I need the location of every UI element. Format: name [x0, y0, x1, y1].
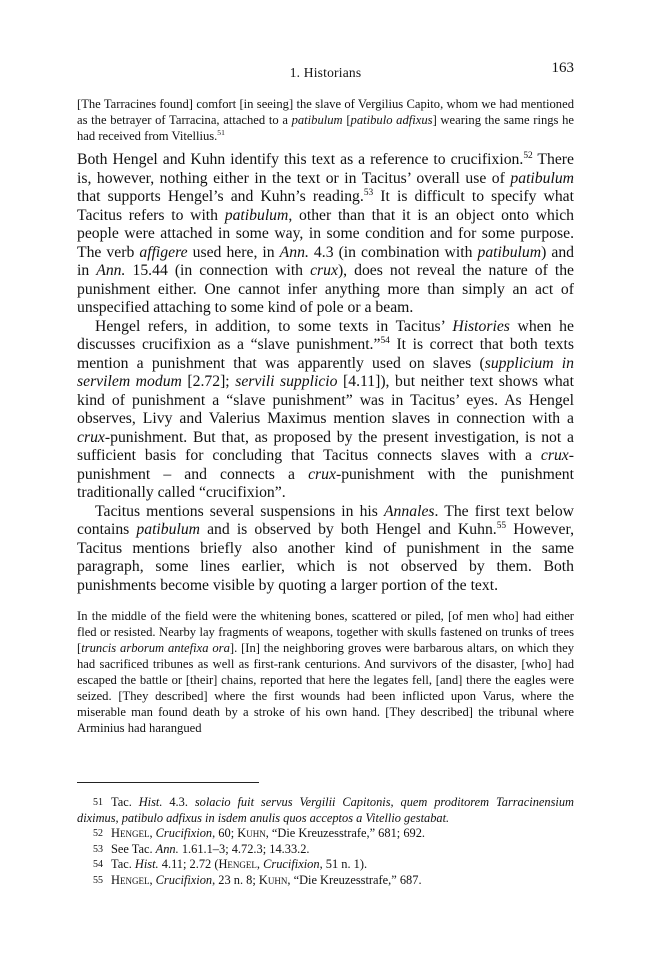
paragraph-2: Hengel refers, in addition, to some texts in Tacitus’ Histories when he discusses crucifixion as a “slave punishment.”$^{54}$ It is correct that both texts mention a punishment that was apparently used on slaves (supplicium in servilem modum [2.72]; servili supplicio [4.11]), but neither text shows what kind of punishment a “slave punishment” was in Tacitus’ eyes. As Hengel observes, Livy and Valerius Maximus mention slaves in connection with a crux-punishment. But that, as proposed by the present investigation, is not a sufficient basis for concluding that Tacitus connects slaves with a crux-punishment – and connects a crux-punishment with the punishment traditionally called “crucifixion”.	[77, 317, 574, 501]
block-quote-tacitus-hist-4-3: [The Tarracines found] comfort [in seeing] the slave of Vergilius Capito, whom we had mentioned as the betrayer of Tarracina, attached to a patibulum [patibulo adfixus] wearing the same rings he had received from Vitellius.$^{51}$	[77, 97, 574, 143]
block-quote-tacitus-ann-1-61: In the middle of the field were the whitening bones, scattered or piled, [of men who] had either fled or resisted. Nearby lay fragments of weapons, together with skulls fastened on trunks of trees [truncis arborum antefixa ora]. [In] the neighboring groves were barbarous altars, on which they had sacrificed tribunes as well as first-rank centurions. And survivors of the disaster, [who] had escaped the battle or [their] chains, reported that here the legates fell, [and] there the eagles were seized. [They described] where the first wounds had been inflicted upon Varus, where the miserable man found death by a stroke of his own hand. [They described] the tribunal where Arminius had harangued	[77, 609, 575, 735]
book-page	[77, 0, 574, 974]
running-title: 1. Historians	[289, 65, 362, 80]
footnote-51: 51 Tac. Hist. 4.3. solacio fuit servus Vergilii Capitonis, quem proditorem Tarracinensium diximus, patibulo adfixus in isdem anulis quos acceptos a Vitellio gestabat.	[77, 795, 574, 825]
footnote-55: 55 Hengel, Crucifixion, 23 n. 8; Kuhn, “Die Kreuzesstrafe,” 687.	[93, 872, 422, 887]
main-text	[77, 151, 574, 595]
footnote-ref-52[interactable]: 52	[523, 150, 533, 161]
footnote-ref-51[interactable]: 51	[217, 127, 225, 137]
paragraph-1: Both Hengel and Kuhn identify this text as a reference to crucifixion.$^{52}$ There is, however, nothing either in the text or in Tacitus’ overall use of patibulum that supports Hengel’s and Kuhn’s reading.$^{53}$ It is difficult to specify what Tacitus refers to with patibulum, other than that it is an object onto which people were attached in some way, in some condition and for some purpose. The verb affigere used here, in Ann. 4.3 (in combination with patibulum) and in Ann. 15.44 (in connection with crux), does not reveal the nature of the punishment either. One cannot infer anything more than simply an act of unspecified attaching to some kind of pole or a beam.	[77, 150, 575, 316]
footnote-54: 54 Tac. Hist. 4.11; 2.72 (Hengel, Crucifixion, 51 n. 1).	[93, 857, 368, 871]
running-head	[77, 60, 574, 84]
footnote-ref-54[interactable]: 54	[380, 335, 390, 346]
paragraph-3: Tacitus mentions several suspensions in his Annales. The first text below contains patibulum and is observed by both Hengel and Kuhn.$^{55}$ However, Tacitus mentions briefly also another kind of punishment in the same paragraph, some lines earlier, which is not observed by them. Both punishments become visible by quoting a larger portion of the text.	[77, 502, 574, 594]
page-number: 163	[551, 60, 574, 76]
footnote-53: 53 See Tac. Ann. 1.61.1–3; 4.72.3; 14.33.2.	[93, 841, 310, 856]
footnote-ref-53[interactable]: 53	[363, 187, 374, 198]
footnote-ref-55[interactable]: 55	[496, 520, 507, 531]
footnote-52: 52 Hengel, Crucifixion, 60; Kuhn, “Die Kreuzesstrafe,” 681; 692.	[93, 826, 425, 840]
footnotes	[77, 795, 574, 888]
footnote-divider	[77, 782, 259, 783]
